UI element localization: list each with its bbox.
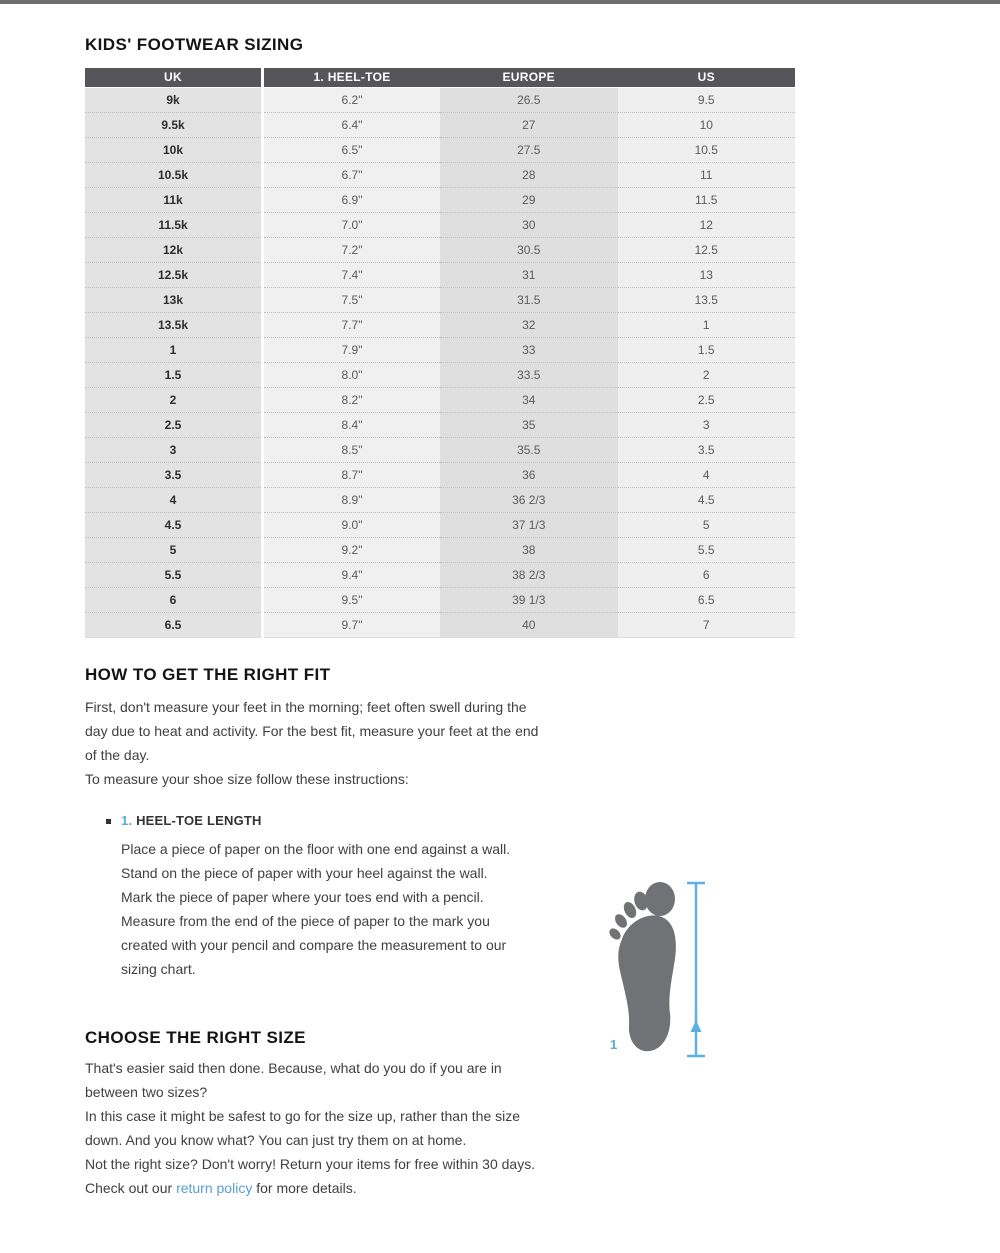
column-header-us: US	[618, 68, 796, 87]
fit-intro-paragraph: First, don't measure your feet in the morning; feet often swell during the day due to heat and activity. For the best fit, measure your feet at the end of the day.	[85, 698, 539, 763]
table-header-row	[85, 68, 795, 87]
fit-intro-instructions: To measure your shoe size follow these instructions:	[85, 770, 409, 787]
cell-us: 12	[618, 212, 796, 237]
cell-uk: 4.5	[85, 512, 263, 537]
step-line: Place a piece of paper on the floor with one end against a wall.	[121, 840, 511, 857]
cell-europe: 35.5	[440, 437, 618, 462]
cell-europe: 39 1/3	[440, 587, 618, 612]
cell-uk: 1	[85, 337, 263, 362]
cell-heel-toe: 8.5"	[263, 437, 441, 462]
return-text-after: for more details.	[252, 1179, 357, 1196]
cell-europe: 36 2/3	[440, 487, 618, 512]
foot-measurement-diagram	[608, 879, 708, 1064]
table-row	[85, 437, 795, 462]
cell-uk: 5	[85, 537, 263, 562]
table-row	[85, 212, 795, 237]
table-row	[85, 412, 795, 437]
step-instructions	[121, 837, 521, 981]
cell-us: 6	[618, 562, 796, 587]
cell-uk: 5.5	[85, 562, 263, 587]
table-row	[85, 462, 795, 487]
cell-us: 5	[618, 512, 796, 537]
table-row	[85, 387, 795, 412]
cell-europe: 37 1/3	[440, 512, 618, 537]
cell-uk: 2	[85, 387, 263, 412]
cell-heel-toe: 9.5"	[263, 587, 441, 612]
column-header-heel-toe: 1. HEEL-TOE	[263, 68, 441, 87]
cell-heel-toe: 7.2"	[263, 237, 441, 262]
cell-us: 11.5	[618, 187, 796, 212]
cell-europe: 38 2/3	[440, 562, 618, 587]
cell-europe: 31.5	[440, 287, 618, 312]
cell-us: 1	[618, 312, 796, 337]
cell-heel-toe: 7.5"	[263, 287, 441, 312]
cell-us: 10	[618, 112, 796, 137]
cell-heel-toe: 6.5"	[263, 137, 441, 162]
cell-uk: 9.5k	[85, 112, 263, 137]
cell-us: 4	[618, 462, 796, 487]
table-row	[85, 237, 795, 262]
step-line: Stand on the piece of paper with your heel against the wall.	[121, 864, 488, 881]
cell-uk: 2.5	[85, 412, 263, 437]
cell-us: 9.5	[618, 87, 796, 112]
cell-us: 7	[618, 612, 796, 637]
cell-heel-toe: 7.0"	[263, 212, 441, 237]
column-header-uk: UK	[85, 68, 263, 87]
cell-heel-toe: 8.9"	[263, 487, 441, 512]
step-line: Mark the piece of paper where your toes end with a pencil.	[121, 888, 484, 905]
cell-europe: 30	[440, 212, 618, 237]
square-bullet-icon	[106, 819, 111, 824]
cell-us: 1.5	[618, 337, 796, 362]
choose-size-paragraph-3	[85, 1152, 540, 1200]
cell-us: 13.5	[618, 287, 796, 312]
cell-us: 2	[618, 362, 796, 387]
table-row	[85, 112, 795, 137]
cell-heel-toe: 6.4"	[263, 112, 441, 137]
choose-size-paragraph-2: In this case it might be safest to go for the size up, rather than the size down. And you know what? You can just try them on at home.	[85, 1107, 521, 1148]
cell-heel-toe: 7.7"	[263, 312, 441, 337]
return-text-before: Not the right size? Don't worry! Return your items for free within 30 days. Check out our	[85, 1155, 536, 1196]
table-row	[85, 262, 795, 287]
cell-heel-toe: 6.9"	[263, 187, 441, 212]
cell-europe: 34	[440, 387, 618, 412]
table-row	[85, 312, 795, 337]
cell-uk: 1.5	[85, 362, 263, 387]
cell-uk: 13.5k	[85, 312, 263, 337]
cell-us: 11	[618, 162, 796, 187]
choose-size-paragraph-1: That's easier said then done. Because, what do you do if you are in between two sizes?	[85, 1059, 502, 1100]
cell-uk: 6	[85, 587, 263, 612]
cell-us: 6.5	[618, 587, 796, 612]
cell-heel-toe: 8.4"	[263, 412, 441, 437]
diagram-step-label: 1	[610, 1037, 618, 1052]
step-number: 1.	[121, 812, 133, 828]
cell-heel-toe: 6.2"	[263, 87, 441, 112]
size-table-body	[85, 87, 795, 637]
cell-europe: 32	[440, 312, 618, 337]
cell-us: 5.5	[618, 537, 796, 562]
table-row	[85, 537, 795, 562]
table-row	[85, 362, 795, 387]
cell-uk: 10k	[85, 137, 263, 162]
cell-heel-toe: 8.7"	[263, 462, 441, 487]
table-row	[85, 562, 795, 587]
cell-uk: 3	[85, 437, 263, 462]
cell-europe: 27	[440, 112, 618, 137]
return-policy-link[interactable]: return policy	[176, 1179, 253, 1196]
cell-heel-toe: 7.4"	[263, 262, 441, 287]
cell-us: 3	[618, 412, 796, 437]
step-title-label: HEEL-TOE LENGTH	[136, 812, 262, 828]
cell-uk: 4	[85, 487, 263, 512]
step-title	[121, 812, 521, 830]
fit-section-title: HOW TO GET THE RIGHT FIT	[85, 664, 331, 684]
table-row	[85, 137, 795, 162]
cell-europe: 27.5	[440, 137, 618, 162]
step-line: Measure from the end of the piece of paper to the mark you created with your pencil and compare the measurement to our sizing chart.	[121, 912, 507, 977]
cell-uk: 6.5	[85, 612, 263, 637]
cell-europe: 31	[440, 262, 618, 287]
cell-europe: 35	[440, 412, 618, 437]
table-row	[85, 487, 795, 512]
sizing-table-title: KIDS' FOOTWEAR SIZING	[85, 35, 304, 54]
table-row	[85, 337, 795, 362]
cell-heel-toe: 9.7"	[263, 612, 441, 637]
cell-us: 13	[618, 262, 796, 287]
cell-europe: 33.5	[440, 362, 618, 387]
choose-size-title: CHOOSE THE RIGHT SIZE	[85, 1027, 306, 1047]
cell-europe: 40	[440, 612, 618, 637]
cell-europe: 36	[440, 462, 618, 487]
table-row	[85, 612, 795, 637]
cell-europe: 38	[440, 537, 618, 562]
cell-europe: 28	[440, 162, 618, 187]
table-row	[85, 162, 795, 187]
cell-heel-toe: 9.0"	[263, 512, 441, 537]
cell-uk: 12.5k	[85, 262, 263, 287]
cell-us: 12.5	[618, 237, 796, 262]
cell-heel-toe: 8.2"	[263, 387, 441, 412]
cell-uk: 11.5k	[85, 212, 263, 237]
cell-us: 4.5	[618, 487, 796, 512]
step-content	[121, 812, 521, 981]
cell-europe: 33	[440, 337, 618, 362]
cell-us: 3.5	[618, 437, 796, 462]
column-header-europe: EUROPE	[440, 68, 618, 87]
cell-europe: 30.5	[440, 237, 618, 262]
cell-uk: 3.5	[85, 462, 263, 487]
cell-uk: 12k	[85, 237, 263, 262]
kids-footwear-size-table	[85, 68, 795, 638]
table-row	[85, 512, 795, 537]
cell-uk: 13k	[85, 287, 263, 312]
cell-us: 2.5	[618, 387, 796, 412]
cell-heel-toe: 8.0"	[263, 362, 441, 387]
cell-heel-toe: 7.9"	[263, 337, 441, 362]
table-row	[85, 587, 795, 612]
cell-us: 10.5	[618, 137, 796, 162]
foot-silhouette-icon	[608, 879, 708, 1064]
table-row	[85, 87, 795, 112]
cell-europe: 26.5	[440, 87, 618, 112]
cell-heel-toe: 9.2"	[263, 537, 441, 562]
cell-uk: 9k	[85, 87, 263, 112]
cell-heel-toe: 9.4"	[263, 562, 441, 587]
cell-heel-toe: 6.7"	[263, 162, 441, 187]
cell-europe: 29	[440, 187, 618, 212]
cell-uk: 11k	[85, 187, 263, 212]
table-row	[85, 187, 795, 212]
cell-uk: 10.5k	[85, 162, 263, 187]
table-row	[85, 287, 795, 312]
